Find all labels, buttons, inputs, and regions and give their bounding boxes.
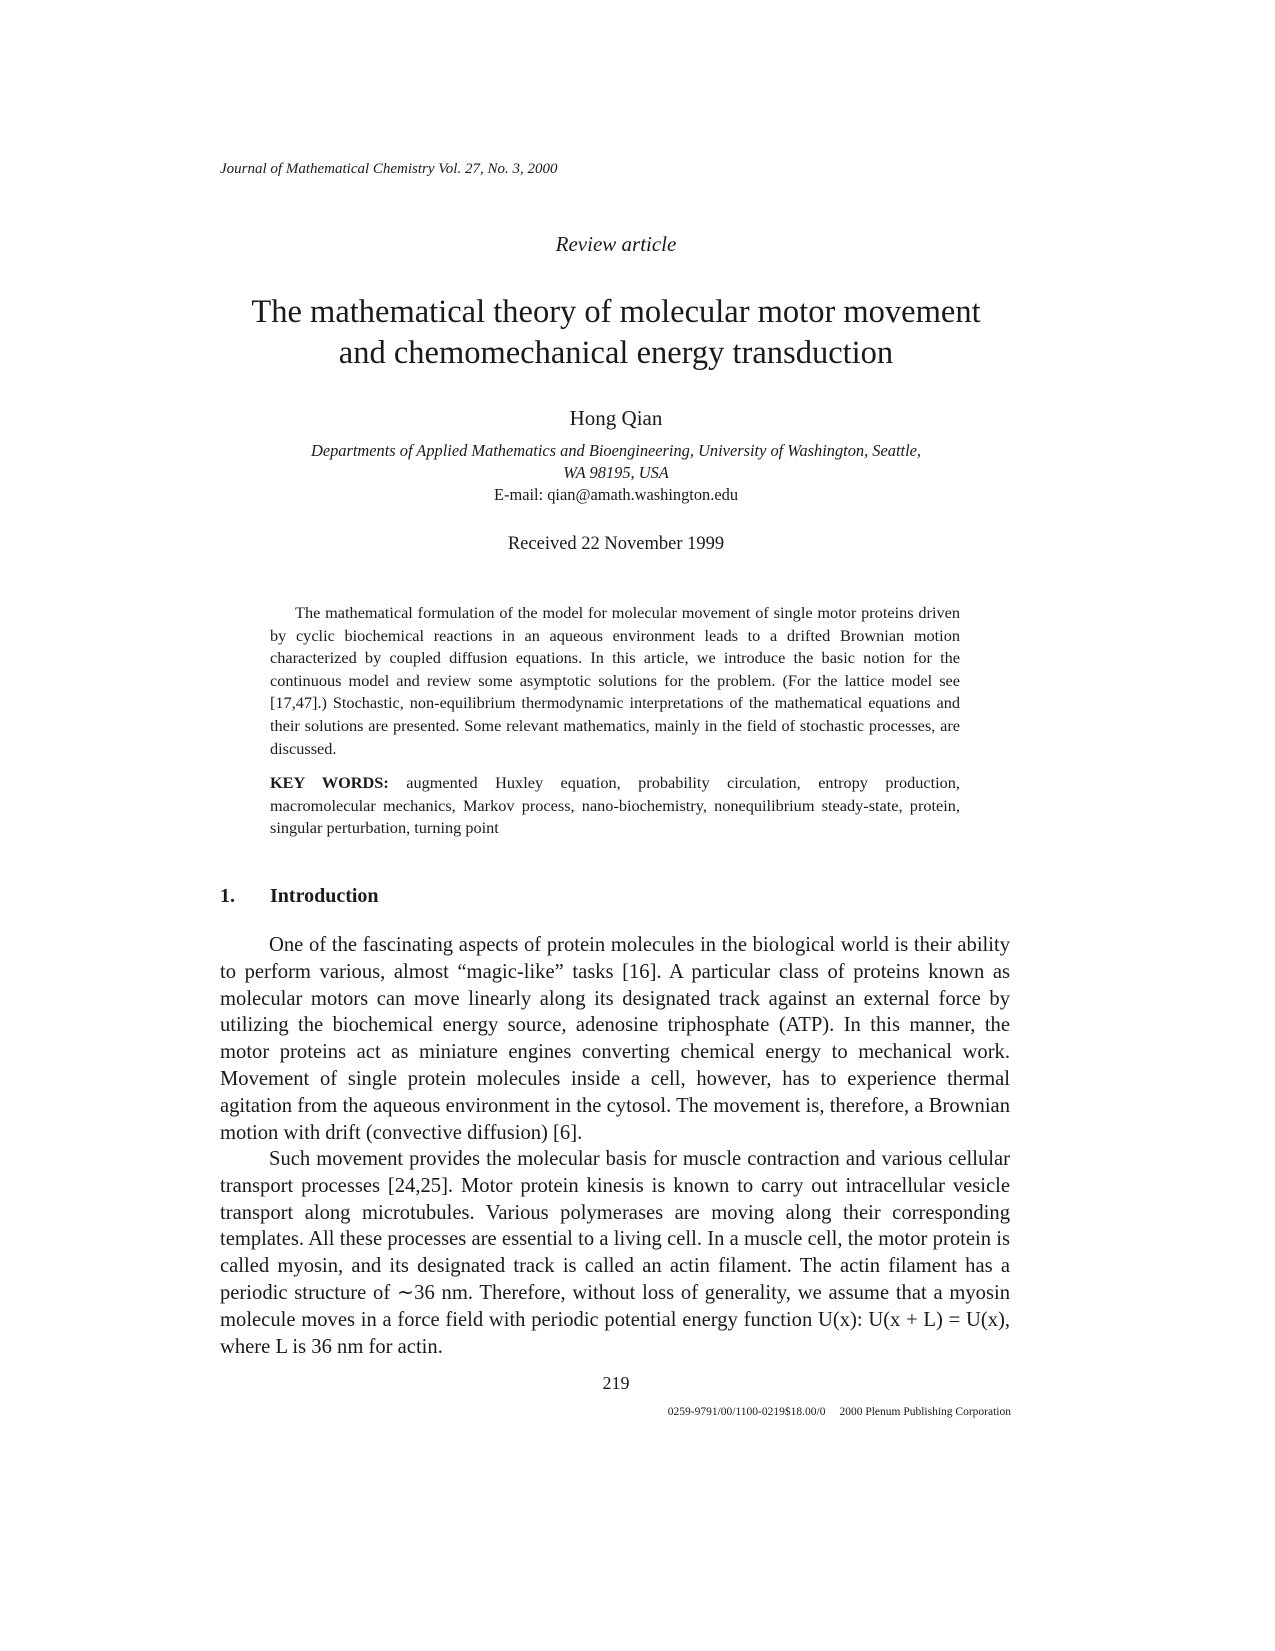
body-paragraph-2: Such movement provides the molecular basis for muscle contraction and various cellular transport processes [24,25]. Motor protein kinesis is known to carry out intracellular vesicle transport along microtubules. Various polymerases are moving along their corresponding templates. All these processes are essential to a living cell. In a muscle cell, the motor protein is called myosin, and its designated track is called an actin filament. The actin filament has a periodic structure of ∼36 nm. Therefore, without loss of generality, we assume that a myosin molecule moves in a force field with periodic potential energy function U(x): U(x + L) = U(x), where L is 36 nm for actin.: [220, 1148, 1010, 1358]
keywords-text: augmented Huxley equation, probability circulation, entropy production, macromolecular mechanics, Markov process, nano-biochemistry, nonequilibrium steady-state, protein, singular perturbation, turning point: [270, 773, 961, 838]
copyright-publisher: 2000 Plenum Publishing Corporation: [839, 1406, 1011, 1418]
affiliation-line-1: Departments of Applied Mathematics and Bioengineering, University of Washington, Seattle,: [310, 441, 921, 460]
copyright-code: 0259-9791/00/1100-0219$18.00/0: [667, 1406, 826, 1418]
received-date: Received 22 November 1999: [507, 534, 725, 554]
section-heading-introduction: [220, 885, 379, 908]
author-email: E-mail: qian@amath.washington.edu: [493, 485, 739, 504]
body-paragraph-1: One of the fascinating aspects of protein molecules in the biological world is their ability to perform various, almost “magic-like” tasks [16]. A particular class of proteins known as molecular motors can move linearly along its designated track against an external force by utilizing the biochemical energy source, adenosine triphosphate (ATP). In this manner, the motor proteins act as miniature engines converting chemical energy to mechanical work. Movement of single protein molecules inside a cell, however, has to experience thermal agitation from the aqueous environment in the cytosol. The movement is, therefore, a Brownian motion with drift (convective diffusion) [6].: [220, 934, 1010, 1144]
journal-running-head: Journal of Mathematical Chemistry Vol. 27, No. 3, 2000: [220, 161, 558, 177]
section-number: 1.: [220, 885, 235, 907]
copyright-line: [668, 1406, 1011, 1418]
author-affiliation: [0, 440, 1232, 506]
title-line-1: The mathematical theory of molecular motor movement: [251, 294, 981, 330]
keywords-label: KEY WORDS:: [270, 773, 389, 792]
section-title: Introduction: [270, 885, 379, 907]
affiliation-line-2: WA 98195, USA: [563, 463, 669, 482]
title-line-2: and chemomechanical energy transduction: [338, 335, 894, 371]
article-type: Review article: [555, 232, 677, 256]
author-name: Hong Qian: [569, 406, 663, 430]
abstract: The mathematical formulation of the model for molecular movement of single motor proteins driven by cyclic biochemical reactions in an aqueous environment leads to a drifted Brownian motion characterized by coupled diffusion equations. In this article, we introduce the basic notion for the continuous model and review some asymptotic solutions for the problem. (For the lattice model see [17,47].) Stochastic, non-equilibrium thermodynamic interpretations of the mathematical equations and their solutions are presented. Some relevant mathematics, mainly in the field of stochastic processes, are discussed.: [270, 603, 960, 758]
page-number: 219: [602, 1373, 630, 1393]
paper-title: [0, 292, 1232, 374]
keywords: [270, 772, 960, 840]
